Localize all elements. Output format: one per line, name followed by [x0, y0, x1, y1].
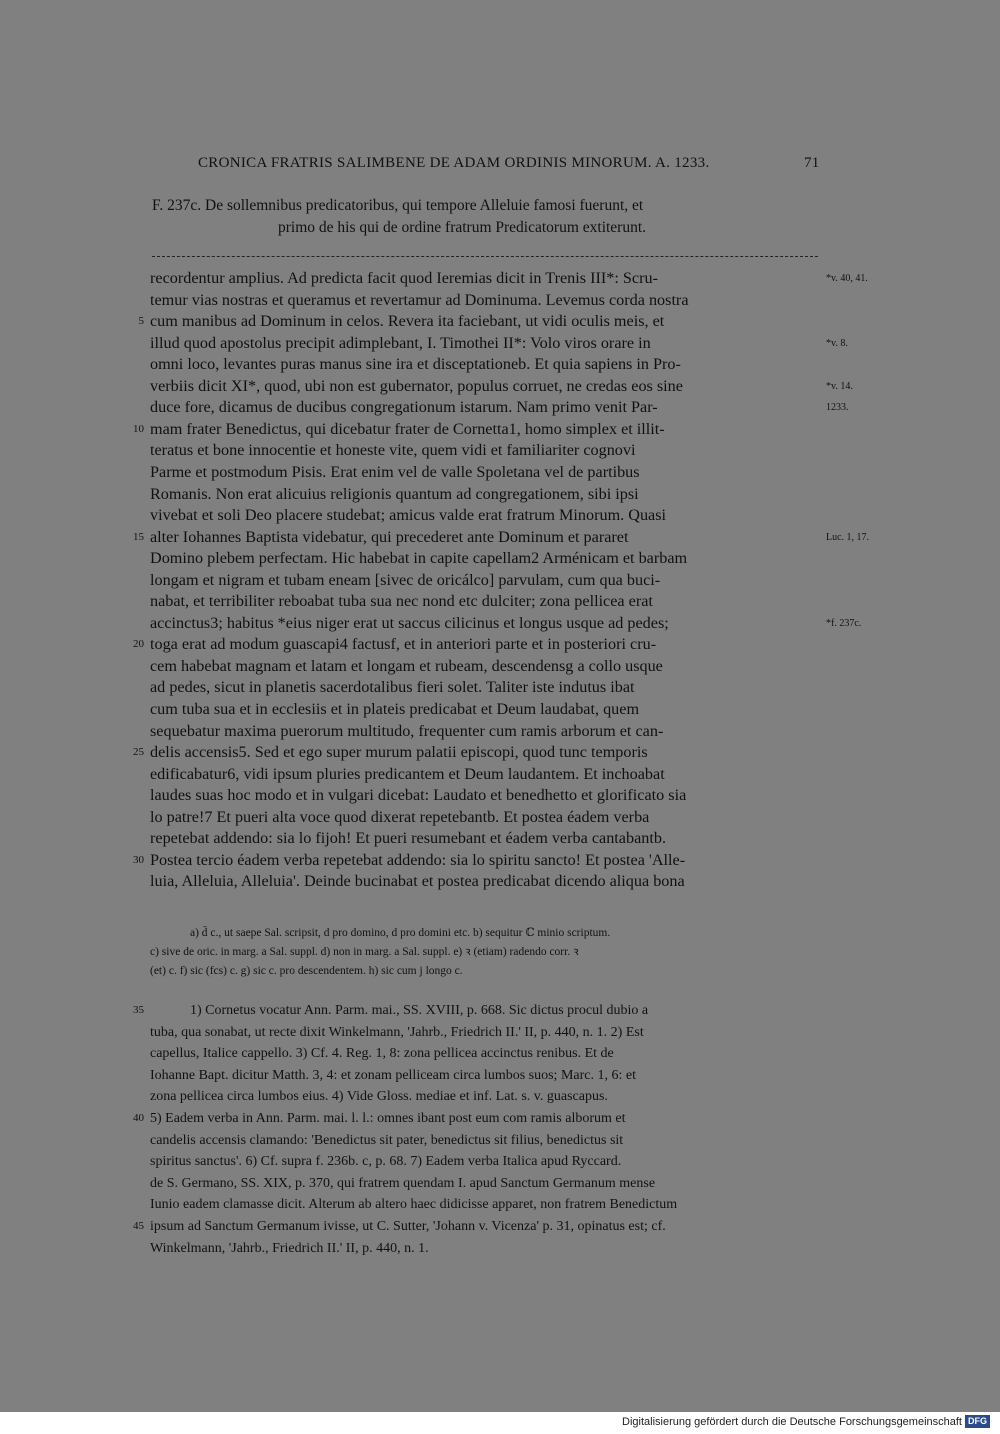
text-line: ad pedes, sicut in planetis sacerdotalibus fieri solet. Taliter iste indutus ibat	[150, 678, 635, 697]
text-line: verbiis dicit XI*, quod, ubi non est gubernator, populus corruet, ne credas eos sine	[150, 376, 683, 395]
text-line: lo patre!7 Et pueri alta voce quod dixerat repetebantb. Et postea éadem verba	[150, 807, 650, 826]
line-number: 40	[133, 1112, 144, 1124]
note-line: capellus, Italice cappello. 3) Cf. 4. Reg. 1, 8: zona pellicea accinctus renibus. Et de	[150, 1046, 614, 1062]
text-line: longam et nigram et tubam eneam [sivec de oricálco] parvulam, cum qua buci-	[150, 570, 661, 589]
text-line: omni loco, levantes puras manus sine ira et disceptationeb. Et quia sapiens in Pro-	[150, 355, 681, 374]
line-number: 20	[133, 638, 144, 651]
chapter-heading-line-1: F. 237c. De sollemnibus predicatoribus, qui tempore Alleluie famosi fuerunt, et	[152, 197, 644, 214]
text-line: recordentur amplius. Ad predicta facit quod Ieremias dicit in Trenis III*: Scru-	[150, 269, 658, 287]
note-line: ipsum ad Sanctum Germanum ivisse, ut C. Sutter, 'Johann v. Vicenza' p. 31, opinatus est; cf.	[150, 1219, 666, 1234]
text-line: cum tuba sua et in ecclesiis et in plateis predicabat et Deum laudabat, quem	[150, 700, 640, 718]
margin-reference: *v. 8.	[826, 337, 848, 349]
page-number: 71	[804, 155, 820, 171]
text-line: Postea tercio éadem verba repetebat addendo: sia lo spiritu sancto! Et postea 'Alle-	[150, 850, 686, 869]
note-line: Iohanne Bapt. dicitur Matth. 3, 4: et zonam pelliceam circa lumbos suos; Marc. 1, 6: et	[150, 1067, 636, 1083]
text-line: duce fore, dicamus de ducibus congregationum istarum. Nam primo venit Par-	[150, 398, 658, 417]
text-line: Romanis. Non erat alicuius religionis quantum ad congregationem, sibi ipsi	[150, 484, 639, 503]
note-line: 5) Eadem verba in Ann. Parm. mai. l. l.: omnes ibant post eum com ramis alborum et	[150, 1111, 626, 1126]
text-line: sequebatur maxima puerorum multitudo, frequenter cum ramis arborum et can-	[150, 721, 664, 740]
margin-reference: *v. 40, 41.	[826, 273, 868, 284]
line-number: 45	[133, 1220, 144, 1232]
text-line: luia, Alleluia, Alleluia'. Deinde bucinabat et postea predicabat dicendo aliqua bona	[150, 872, 685, 891]
text-line: edificabatur6, vidi ipsum pluries predicantem et Deum laudantem. Et inchoabat	[150, 764, 665, 783]
text-line: cum manibus ad Dominum in celos. Revera ita faciebant, ut vidi oculis meis, et	[150, 312, 665, 331]
line-number: 10	[133, 422, 144, 435]
margin-reference: *f. 237c.	[826, 617, 862, 629]
note-line: candelis accensis clamando: 'Benedictus sit pater, benedictus sit filius, benedictus sit	[150, 1132, 624, 1148]
note-line: Winkelmann, 'Jahrb., Friedrich II.' II, p. 440, n. 1.	[150, 1240, 429, 1256]
text-line: repetebat addendo: sia lo fijoh! Et pueri resumebant et éadem verba cantabantb.	[150, 829, 666, 848]
text-line: toga erat ad modum guascapi4 factusf, et in anteriori parte et in posteriori cru-	[150, 635, 657, 654]
text-line: laudes suas hoc modo et in vulgari dicebat: Laudato et benedhetto et glorificato sia	[150, 786, 687, 805]
text-line: alter Iohannes Baptista videbatur, qui precederet ante Dominum et pararet	[150, 527, 629, 546]
text-line: nabat, et terribiliter reboabat tuba sua nec nond etc dulciter; zona pellicea erat	[150, 592, 653, 611]
note-line: de S. Germano, SS. XIX, p. 370, qui fratrem quendam I. apud Sanctum Germanum mense	[150, 1175, 656, 1191]
note-line: spiritus sanctus'. 6) Cf. supra f. 236b. c, p. 68. 7) Eadem verba Italica apud Ryccard.	[150, 1154, 622, 1170]
line-number: 15	[133, 530, 144, 543]
footer-bar	[0, 1412, 1000, 1434]
line-number: 25	[133, 746, 144, 759]
text-line: accinctus3; habitus *eius niger erat ut saccus cilicinus et longus usque ad pedes;	[150, 613, 669, 632]
line-number: 35	[133, 1004, 144, 1016]
text-line: teratus et bone innocentie et honeste vite, quem vidi et familiariter cognovi	[150, 441, 636, 460]
text-line: mam frater Benedictus, qui dicebatur frater de Cornetta1, homo simplex et illit-	[150, 419, 665, 438]
dfg-logo: DFG	[965, 1415, 990, 1428]
margin-reference: 1233.	[826, 402, 849, 414]
text-line: temur vias nostras et queramus et revertamur ad Dominuma. Levemus corda nostra	[150, 290, 689, 309]
text-line: delis accensis5. Sed et ego super murum palatii episcopi, quod tunc temporis	[150, 743, 648, 762]
text-line: Domino plebem perfectam. Hic habebat in capite capellam2 Arménicam et barbam	[150, 549, 688, 568]
chapter-heading-line-2: primo de his qui de ordine fratrum Predicatorum extiterunt.	[278, 219, 647, 236]
note-line: 1) Cornetus vocatur Ann. Parm. mai., SS. XVIII, p. 668. Sic dictus procul dubio a	[190, 1003, 649, 1018]
note-line: tuba, qua sonabat, ut recte dixit Winkelmann, 'Jahrb., Friedrich II.' II, p. 440, n. 1. 2) Est	[150, 1024, 644, 1040]
margin-reference: Luc. 1, 17.	[826, 531, 870, 543]
funding-credit: Digitalisierung gefördert durch die Deutsche Forschungsgemeinschaft	[622, 1416, 962, 1428]
margin-reference: *v. 14.	[826, 380, 853, 392]
note-line: zona pellicea circa lumbos eius. 4) Vide Gloss. mediae et inf. Lat. s. v. guascapus.	[150, 1089, 608, 1105]
heading-rule	[152, 256, 818, 257]
footnote-line: (et) c. f) sic (fcs) c. g) sic c. pro descendentem. h) sic cum j longo c.	[150, 965, 463, 977]
line-number: 30	[133, 853, 144, 866]
text-line: vivebat et soli Deo placere studebat; amicus valde erat fratrum Minorum. Quasi	[150, 506, 667, 525]
running-title: CRONICA FRATRIS SALIMBENE DE ADAM ORDINIS MINORUM. A. 1233.	[198, 155, 710, 171]
footnote-line: c) sive de oric. in marg. a Sal. suppl. d) non in marg. a Sal. suppl. e) ꝛ (etiam) radendo corr. ꝛ	[150, 946, 579, 958]
text-line: illud quod apostolus precipit adimplebant, I. Timothei II*: Volo viros orare in	[150, 333, 651, 352]
text-line: Parme et postmodum Pisis. Erat enim vel de valle Spoletana vel de partibus	[150, 462, 640, 481]
text-line: cem habebat magnam et latam et longam et rubeam, descendensg a collo usque	[150, 656, 663, 675]
line-number: 5	[138, 315, 144, 328]
note-line: Iunio eadem clamasse dicit. Alterum ab altero haec didicisse apparet, non fratrem Benedictum	[150, 1197, 678, 1213]
running-header	[198, 155, 820, 172]
footnote-line: a) d̄ c., ut saepe Sal. scripsit, d pro domino, d pro domini etc. b) sequitur ℂ minio scriptum.	[190, 927, 611, 939]
